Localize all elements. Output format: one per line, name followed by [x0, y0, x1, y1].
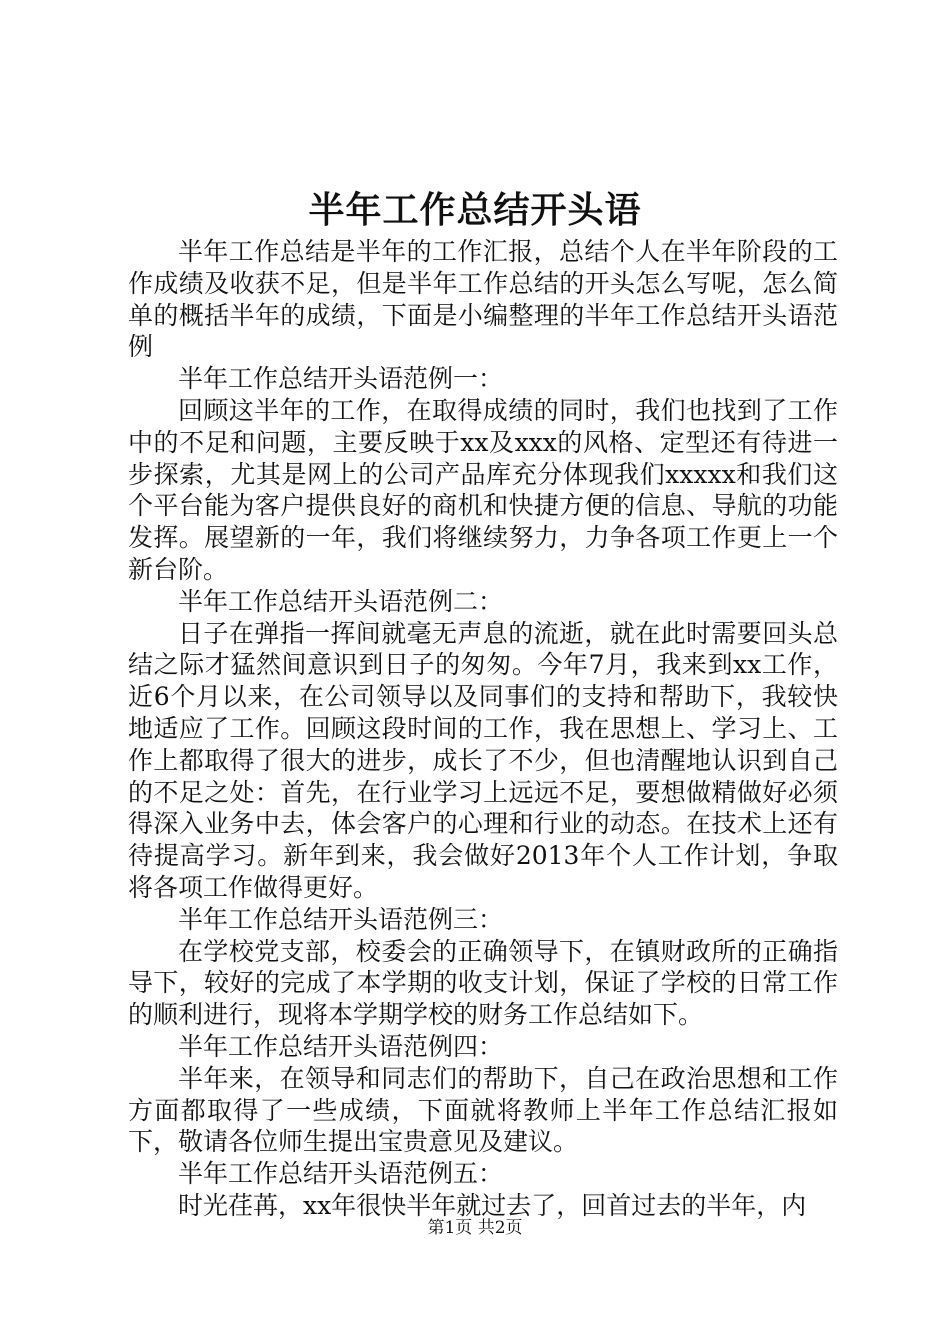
section-text-3: 在学校党支部，校委会的正确领导下，在镇财政所的正确指导下，较好的完成了本学期的收支计划，保证了学校的日常工作的顺利进行，现将本学期学校的财务工作总结如下。 [128, 936, 838, 1030]
section-heading-4: 半年工作总结开头语范例四： [178, 1031, 504, 1061]
document-body [128, 236, 838, 1222]
section-heading-5: 半年工作总结开头语范例五： [178, 1159, 504, 1189]
section-text-5: 时光荏苒，xx年很快半年就过去了，回首过去的半年，内 [178, 1190, 807, 1220]
page-footer: 第1页 共2页 [427, 1218, 523, 1238]
intro-paragraph: 半年工作总结是半年的工作汇报，总结个人在半年阶段的工作成绩及收获不足，但是半年工作总结的开头怎么写呢，怎么简单的概括半年的成绩，下面是小编整理的半年工作总结开头语范例 [128, 237, 838, 362]
section-text-2: 日子在弹指一挥间就毫无声息的流逝，就在此时需要回头总结之际才猛然间意识到日子的匆匆。今年7月，我来到xx工作，近6个月以来，在公司领导以及同事们的支持和帮助下，我较快地适应了工作。回顾这段时间的工作，我在思想上、学习上、工作上都取得了很大的进步，成长了不少，但也清醒地认识到自己的不足之处：首先，在行业学习上远远不足，要想做精做好必须得深入业务中去，体会客户的心理和行业的动态。在技术上还有待提高学习。新年到来，我会做好2013年个人工作计划，争取将各项工作做得更好。 [128, 618, 838, 902]
section-heading-1: 半年工作总结开头语范例一： [178, 364, 504, 394]
section-text-1: 回顾这半年的工作，在取得成绩的同时，我们也找到了工作中的不足和问题，主要反映于xx及xxx的风格、定型还有待进一步探索，尤其是网上的公司产品库充分体现我们xxxxx和我们这个平台能为客户提供良好的商机和快捷方便的信息、导航的功能发挥。展望新的一年，我们将继续努力，力争各项工作更上一个新台阶。 [128, 395, 838, 584]
section-heading-3: 半年工作总结开头语范例三： [178, 904, 504, 934]
section-heading-2: 半年工作总结开头语范例二： [178, 586, 504, 616]
document-title: 半年工作总结开头语 [308, 189, 642, 231]
section-text-4: 半年来，在领导和同志们的帮助下，自己在政治思想和工作方面都取得了一些成绩，下面就将教师上半年工作总结汇报如下，敬请各位师生提出宝贵意见及建议。 [128, 1063, 838, 1157]
